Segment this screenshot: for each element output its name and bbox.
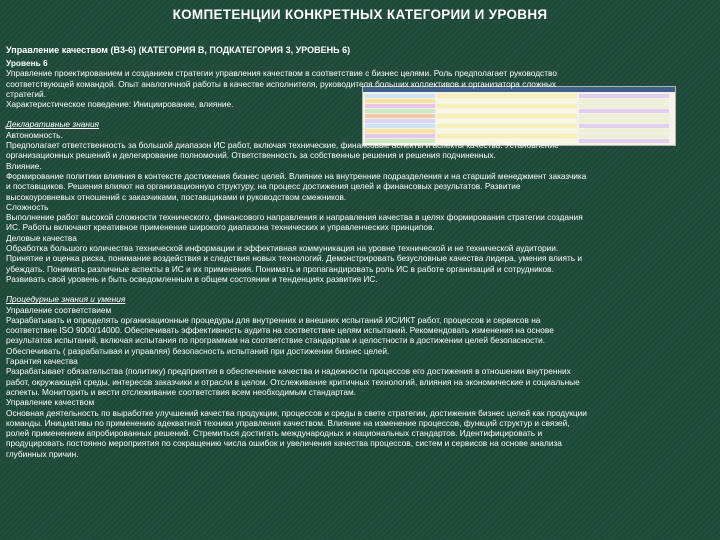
compliance-text: Разрабатывать и определять организационные процедуры для внутренних и внешних испытаний ИС/ИКТ работ, процессов и сервисов на (6, 314, 541, 325)
level-desc-line: стратегий. (6, 88, 46, 99)
influence-text: Формирование политики влияния в контексте достижения бизнес целей. Влияние на внутренние подразделения и на старший менеджмент заказчика (6, 170, 587, 181)
declarative-knowledge-title: Декларативные знания (6, 119, 99, 130)
quality-assurance-text: аспекты. Мониторить и вести отслеживание соответствия всем необходимым стандартам. (6, 386, 356, 397)
quality-management-text: Основная деятельность по выработке улучшений качества продукции, процессов и среды в свете стратегии, достижения бизнес целей как продукции (6, 407, 587, 418)
quality-assurance-title: Гарантия качества (6, 356, 78, 367)
quality-management-text: команды. Инициативы по применению адекватной техники управления качеством. Влияние на изменение процессов, функций структур и связей, (6, 417, 570, 428)
autonomy-title: Автономность. (6, 129, 63, 140)
compliance-text: результатов испытаний, включая испытания по программам на соответствие стандартам и целостности в достижении целей безопасности. (6, 335, 546, 346)
quality-management-text: глубинных причин. (6, 448, 79, 459)
slide-title: КОМПЕТЕНЦИИ КОНКРЕТНЫХ КАТЕГОРИИ И УРОВНЯ (172, 7, 548, 22)
influence-text: высокоуровневых отношений с заказчиками, поставщиками и руководством смежников. (6, 191, 347, 202)
business-qualities-text: убеждать. Понимать различные аспекты в ИС и их применения. Понимать и пропагандировать роль ИС в работе организаций и сотрудников. (6, 263, 554, 274)
compliance-text: Обеспечивать ( разрабатывая и управляя) безопасность испытаний при достижении бизнес целей. (6, 345, 390, 356)
level-title: Уровень 6 (6, 58, 48, 68)
influence-title: Влияние. (6, 160, 42, 171)
procedural-knowledge-title: Процедурные знания и умения (6, 294, 126, 305)
business-qualities-text: Принятие и оценка риска, понимание воздействия и следствия новых технологий. Демонстрировать безусловные качества лидера, умения влиять и (6, 253, 583, 264)
complexity-text: ИС. Работы включают креативное применение широкого диапазона технических и управленческих принципов. (6, 222, 435, 233)
level-desc-line: Управление проектированием и созданием стратегии управления качеством в соответствие с бизнес целями. Роль предполагает руководство (6, 68, 557, 79)
business-qualities-title: Деловые качества (6, 232, 77, 243)
quality-management-title: Управление качеством (6, 397, 95, 408)
category-heading: Управление качеством (B3-6) (КАТЕГОРИЯ B, ПОДКАТЕГОРИЯ 3, УРОВЕНЬ 6) (6, 45, 351, 55)
quality-management-text: продуцировать постоянно мероприятия по сокращению числа ошибок и увеличения качества процессов, систем и сервисов на основе анализа (6, 438, 562, 449)
quality-assurance-text: работ, окружающей среды, интересов заказчики и отрасли в целом. Отслеживание критичных технологий, влияния на экономические и социальные (6, 376, 580, 387)
autonomy-text: Предполагает ответственность за большой диапазон ИС работ, включая технические, финансовые аспекты и аспекты качества. Установление (6, 140, 559, 151)
slide-content (6, 44, 712, 459)
complexity-title: Сложность (6, 201, 49, 212)
behavior-line: Характеристическое поведение: Инициирование, влияние. (6, 99, 234, 110)
business-qualities-text: Обработка большого количества технической информации и эффективная коммуникация на уровне технической и не технической аудитории. (6, 243, 559, 254)
level-desc-line: соответствующей командой. Опыт аналогичной работы в качестве исполнителя, руководителя больших коллективов и организатора сложных (6, 78, 557, 89)
quality-assurance-text: Разрабатывает обязательства (политику) предприятия в обеспечение качества и надежности процессов его достижения в отношении внутренних (6, 366, 571, 377)
business-qualities-text: Развивать свой уровень и быть осведомленным в общем состоянии и тенденциях развития ИС. (6, 273, 378, 284)
quality-management-text: ролей применением апробированных решений. Стремиться достигать международных и национальных стандартов. Идентифицировать и (6, 428, 543, 439)
complexity-text: Выполнение работ высокой сложности технического, финансового направления и направления качества в целях формирования стратегии создания (6, 212, 583, 223)
compliance-title: Управление соответствием (6, 304, 112, 315)
compliance-text: соответствие ISO 9000/14000. Обеспечивать эффективность аудита на соответствие целям испытаний. Рекомендовать изменения на основе (6, 325, 554, 336)
autonomy-text: организационных решений и делегирование полномочий. Ответственность за собственные решения и решения подчиненных. (6, 150, 496, 161)
influence-text: и поставщиков. Решения влияют на организационную структуру, на процесс достижения целей и финансовых результатов. Развитие (6, 181, 521, 192)
